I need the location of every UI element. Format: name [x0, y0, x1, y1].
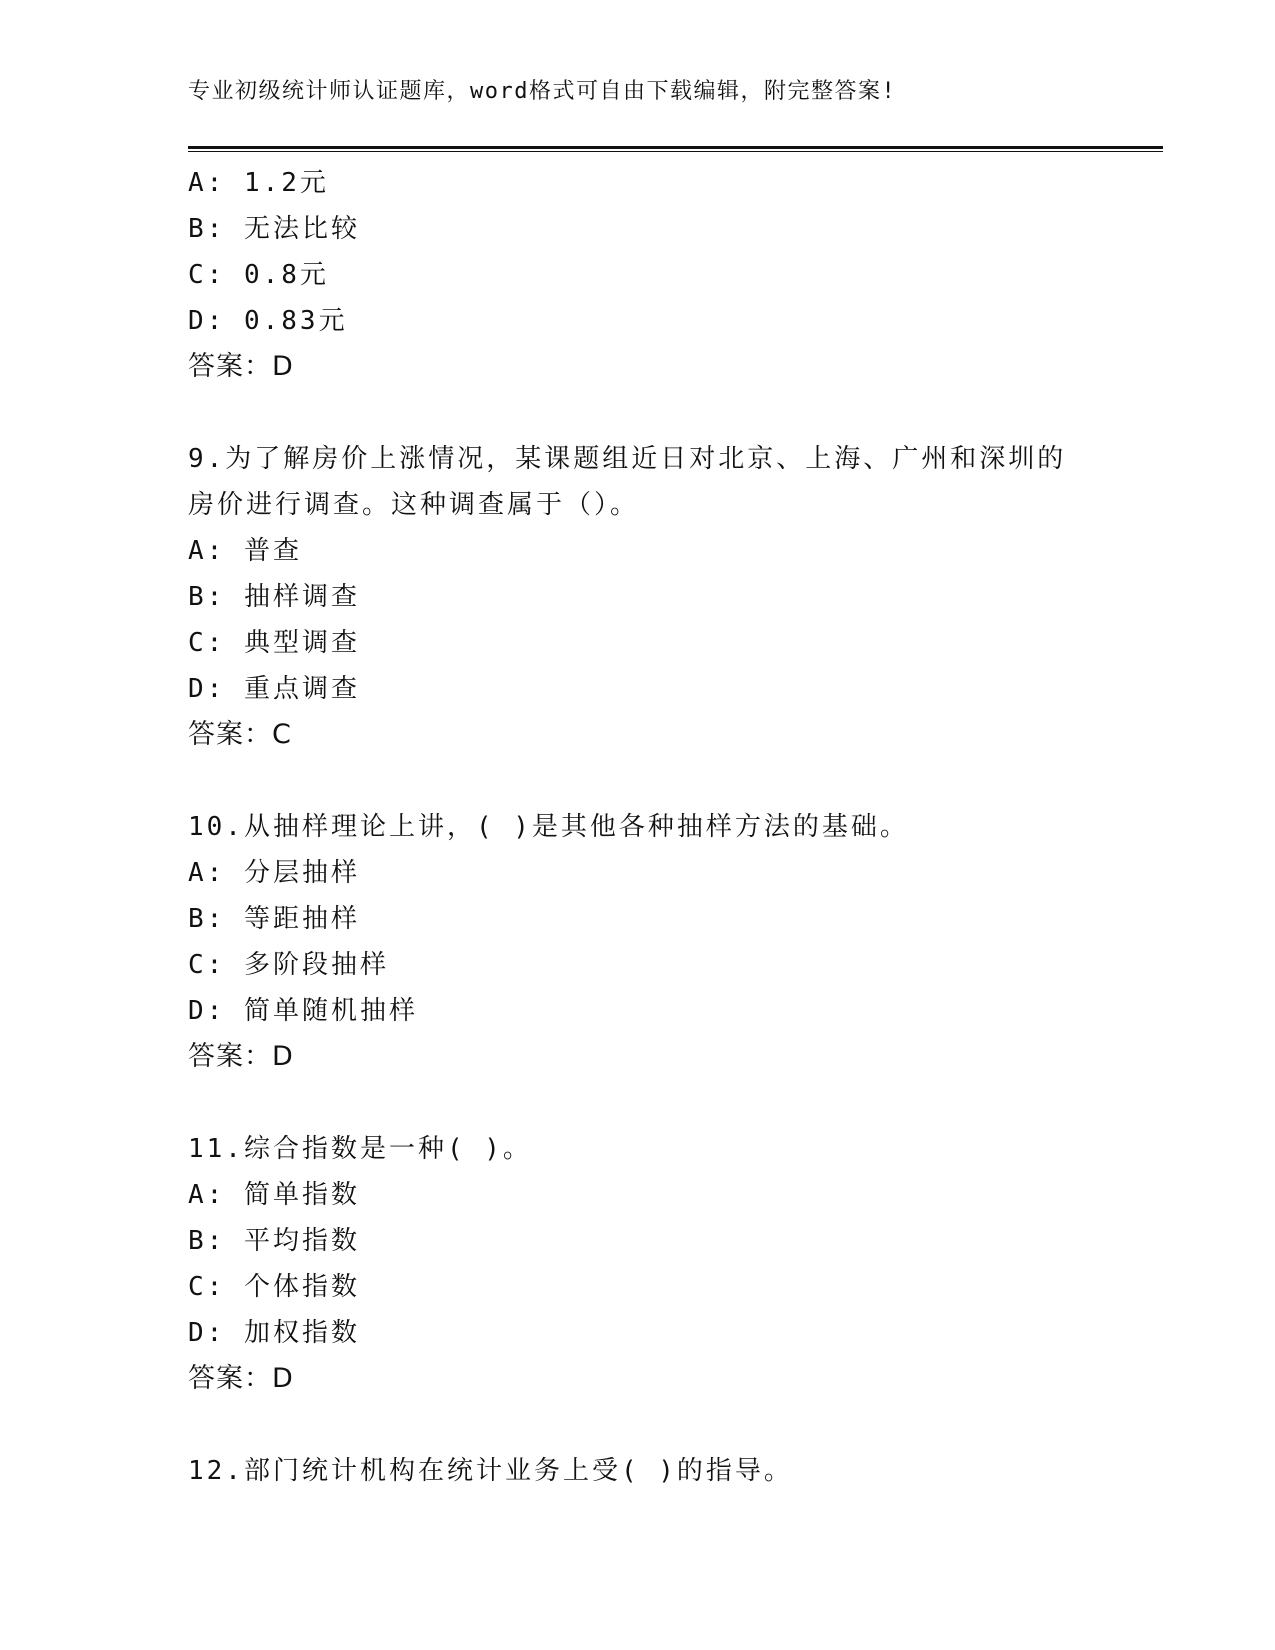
option-d: D: 加权指数: [188, 1318, 360, 1348]
option-a: A: 分层抽样: [188, 858, 360, 888]
option-b: B: 平均指数: [188, 1226, 360, 1256]
option-d: D: 重点调查: [188, 674, 360, 704]
spacer: [188, 1080, 1163, 1126]
question-stem-line: 9.为了解房价上涨情况，某课题组近日对北京、上海、广州和深圳的: [188, 444, 1067, 474]
answer-line: 答案：C: [188, 719, 292, 750]
option-b: B: 无法比较: [188, 214, 360, 244]
option-c: C: 个体指数: [188, 1272, 360, 1302]
question-stem-line: 12.部门统计机构在统计业务上受( )的指导。: [188, 1456, 793, 1486]
divider-thin-line: [188, 151, 1163, 152]
divider-thick-line: [188, 146, 1163, 149]
option-c: C: 多阶段抽样: [188, 950, 389, 980]
option-c: C: 0.8元: [188, 260, 329, 290]
option-a: A: 普查: [188, 536, 302, 566]
option-c: C: 典型调查: [188, 628, 360, 658]
answer-line: 答案：D: [188, 1363, 294, 1394]
spacer: [188, 758, 1163, 804]
question-list: [188, 160, 1163, 1494]
option-a: A: 简单指数: [188, 1180, 360, 1210]
question-10: [188, 804, 1163, 1080]
option-d: D: 简单随机抽样: [188, 996, 418, 1026]
option-a: A: 1.2元: [188, 168, 329, 198]
question-stem-line: 房价进行调查。这种调查属于（）。: [188, 490, 640, 520]
header-divider: [188, 146, 1163, 152]
spacer: [188, 1402, 1163, 1448]
question-11: [188, 1126, 1163, 1402]
question-stem-line: 10.从抽样理论上讲，( )是其他各种抽样方法的基础。: [188, 812, 909, 842]
answer-line: 答案：D: [188, 351, 294, 382]
spacer: [188, 390, 1163, 436]
option-b: B: 等距抽样: [188, 904, 360, 934]
question-8-continued: [188, 160, 1163, 390]
option-d: D: 0.83元: [188, 306, 348, 336]
question-stem-line: 11.综合指数是一种( )。: [188, 1134, 532, 1164]
option-b: B: 抽样调查: [188, 582, 360, 612]
question-9: [188, 436, 1163, 758]
page-header: 专业初级统计师认证题库，word格式可自由下载编辑，附完整答案!: [188, 79, 897, 104]
answer-line: 答案：D: [188, 1041, 294, 1072]
question-12: [188, 1448, 1163, 1494]
